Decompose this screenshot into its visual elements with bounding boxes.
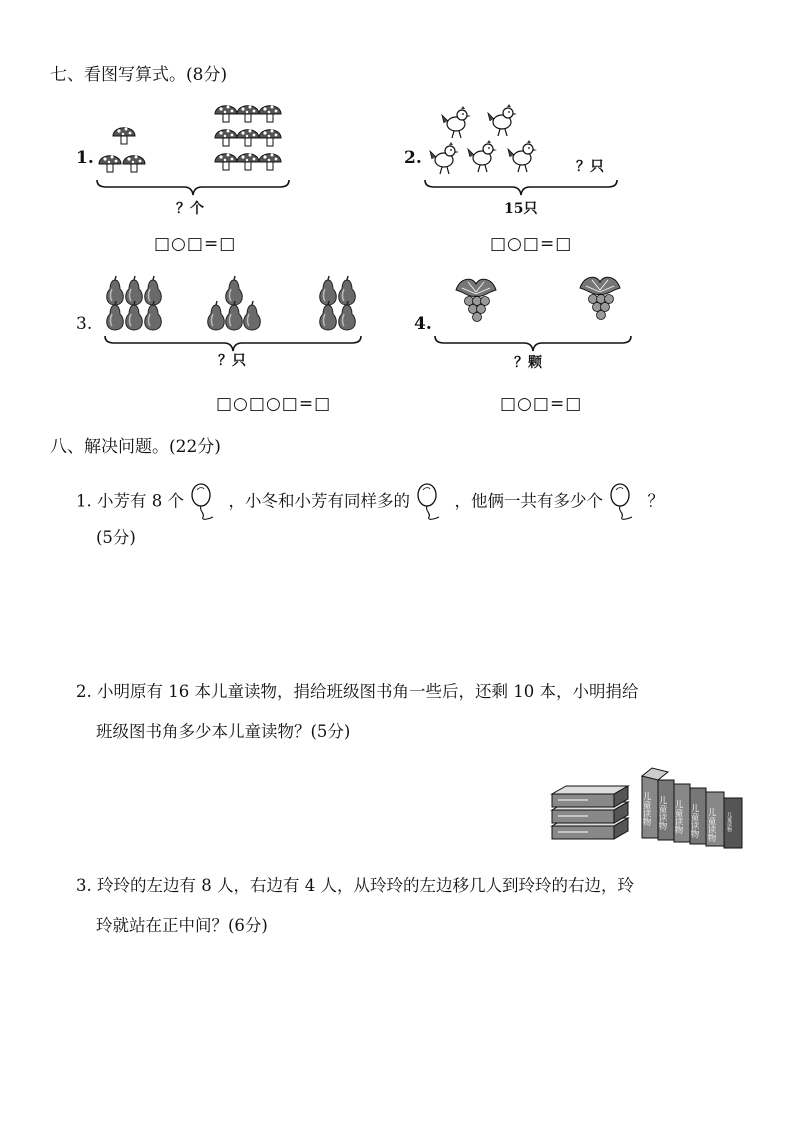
question-1-part-1: 1. 小芳有 8 个 bbox=[76, 491, 184, 511]
books-icon bbox=[548, 762, 748, 852]
problem-2-equation: □○□=□ bbox=[490, 234, 573, 254]
problem-1-brace bbox=[96, 178, 290, 198]
question-3-line-1: 3. 玲玲的左边有 8 人，右边有 4 人，从玲玲的左边移几人到玲玲的右边，玲 bbox=[76, 876, 634, 895]
problem-4-number: 4. bbox=[414, 314, 432, 334]
balloon-icon bbox=[608, 482, 642, 522]
problem-2-number: 2. bbox=[404, 148, 422, 168]
question-1-part-2: ，小冬和小芳有同样多的 bbox=[228, 491, 410, 511]
problem-2-unknown: ？只 bbox=[576, 159, 604, 175]
question-2-line-1: 2. 小明原有 16 本儿童读物，捐给班级图书角一些后，还剩 10 本，小明捐给 bbox=[76, 682, 639, 701]
problem-1-equation: □○□=□ bbox=[154, 234, 237, 254]
question-1-score: (5分) bbox=[96, 528, 136, 547]
problem-2-brace bbox=[424, 178, 618, 198]
problem-3-number: 3. bbox=[76, 314, 93, 334]
balloon-icon bbox=[415, 482, 449, 522]
mushroom-icon bbox=[96, 100, 296, 190]
book-spine-label: 儿童读物 bbox=[689, 804, 699, 838]
book-small-label: 儿童读物 bbox=[726, 812, 732, 832]
question-3-line-2: 玲就站在正中间？(6分) bbox=[96, 916, 268, 935]
book-spine-label: 儿童读物 bbox=[657, 796, 667, 830]
problem-4-equation: □○□=□ bbox=[500, 394, 583, 414]
problem-4-brace bbox=[434, 334, 632, 354]
question-1-part-4: ？ bbox=[647, 491, 664, 511]
problem-2-label: 15只 bbox=[504, 201, 538, 217]
pear-icon bbox=[100, 276, 360, 336]
section-7-title: 七、看图写算式。(8分) bbox=[50, 65, 228, 85]
problem-3-equation: □○□○□=□ bbox=[216, 394, 332, 414]
problem-3-label: ？只 bbox=[218, 353, 246, 369]
problem-1-label: ？个 bbox=[176, 201, 204, 217]
question-2-line-2: 班级图书角多少本儿童读物？(5分) bbox=[96, 722, 351, 741]
question-1-part-3: ，他俩一共有多少个 bbox=[454, 491, 603, 511]
problem-4-label: ？颗 bbox=[514, 355, 542, 371]
grape-icon bbox=[436, 270, 636, 340]
book-spine-label: 儿童读物 bbox=[673, 800, 683, 834]
section-8-title: 八、解决问题。(22分) bbox=[50, 437, 221, 457]
book-spine-label: 儿童读物 bbox=[641, 792, 651, 826]
book-spine-label: 儿童读物 bbox=[706, 808, 716, 842]
problem-1-number: 1. bbox=[76, 148, 94, 168]
balloon-icon bbox=[189, 482, 223, 522]
chicken-icon bbox=[426, 100, 556, 180]
question-1 bbox=[76, 482, 664, 522]
